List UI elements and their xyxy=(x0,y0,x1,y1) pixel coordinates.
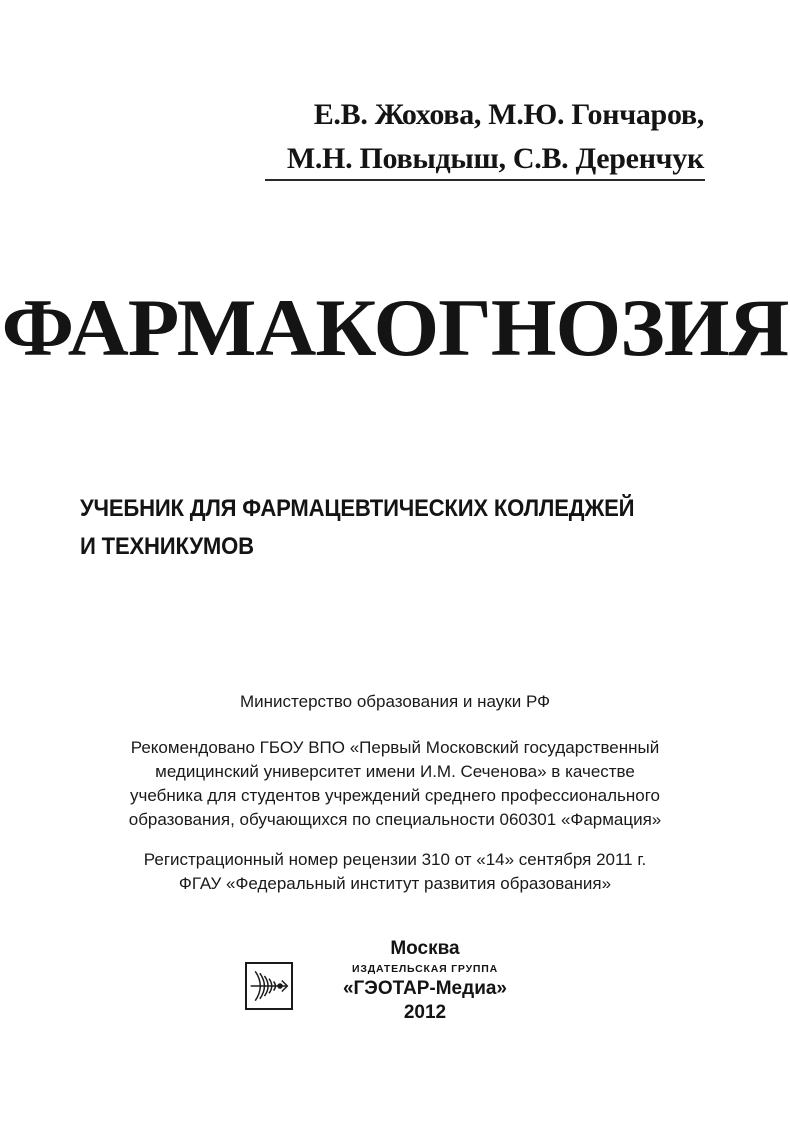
publisher-text xyxy=(305,937,545,1025)
recommendation-text xyxy=(0,736,790,832)
registration-line-1: Регистрационный номер рецензии 310 от «14» сентября 2011 г. xyxy=(143,850,647,869)
recommendation-line-2: медицинский университет имени И.М. Сеченова» в качестве xyxy=(155,762,635,781)
authors xyxy=(287,93,704,181)
approval-info xyxy=(0,690,790,912)
subtitle-line-1: УЧЕБНИК ДЛЯ ФАРМАЦЕВТИЧЕСКИХ КОЛЛЕДЖЕЙ xyxy=(80,495,635,522)
subtitle-line-2: И ТЕХНИКУМОВ xyxy=(80,533,254,560)
publication-year: 2012 xyxy=(403,1002,447,1023)
publisher-name: «ГЭОТАР-Медиа» xyxy=(342,978,508,999)
ministry-line: Министерство образования и науки РФ xyxy=(239,692,551,711)
publisher-city: Москва xyxy=(390,938,460,959)
geotar-logo-icon xyxy=(245,962,293,1010)
recommendation-line-4: образования, обучающихся по специальности 060301 «Фармация» xyxy=(128,810,662,829)
ministry-text xyxy=(0,690,790,714)
book-title: ФАРМАКОГНОЗИЯ xyxy=(1,282,789,373)
authors-divider xyxy=(265,179,705,181)
authors-line-2: М.Н. Повыдыш, С.В. Деренчук xyxy=(286,142,704,175)
book-subtitle xyxy=(80,490,669,566)
publisher-imprint xyxy=(245,937,545,1037)
recommendation-line-3: учебника для студентов учреждений среднего профессионального xyxy=(130,786,660,805)
registration-text xyxy=(0,848,790,896)
recommendation-line-1: Рекомендовано ГБОУ ВПО «Первый Московский государственный xyxy=(130,738,660,757)
authors-line-1: Е.В. Жохова, М.Ю. Гончаров, xyxy=(313,98,704,131)
registration-line-2: ФГАУ «Федеральный институт развития образования» xyxy=(178,874,612,893)
publisher-group: ИЗДАТЕЛЬСКАЯ ГРУППА xyxy=(352,963,498,975)
